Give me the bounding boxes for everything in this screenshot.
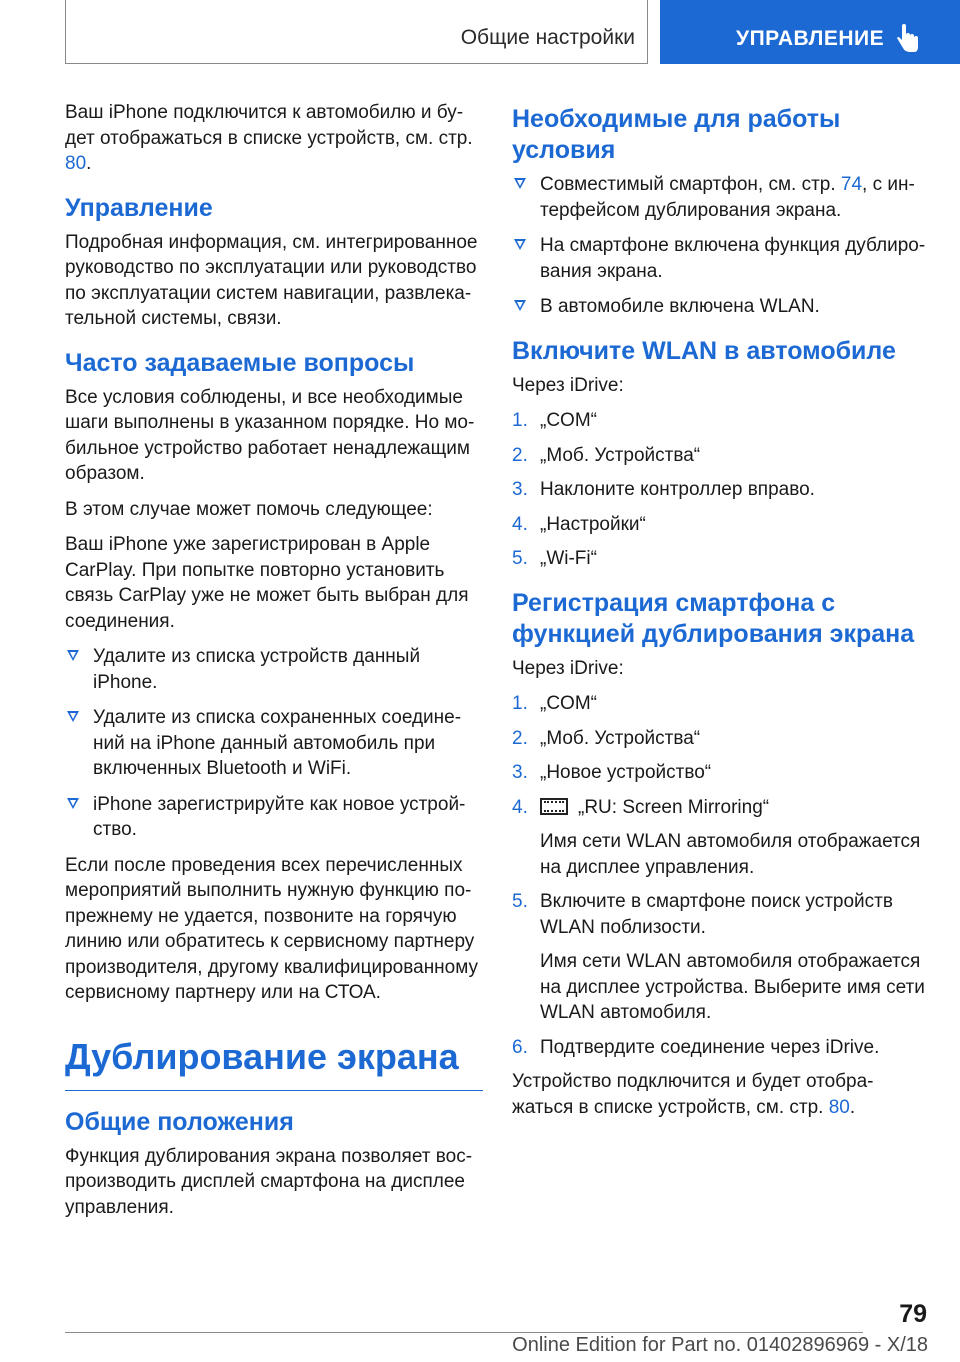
faq-bullet-list <box>65 644 483 843</box>
mirror-heading: Дублирование экрана <box>65 1034 483 1091</box>
step-number: 3. <box>512 479 528 500</box>
right-column <box>512 100 930 1130</box>
footer-edition: Online Edition for Part no. 01402896969 - X/18 <box>512 1334 928 1356</box>
step-number: 3. <box>512 762 528 783</box>
list-item: Удалите из списка сохраненных соедине-ний на iPhone данный автомобиль при включенных Bluetooth и WiFi. <box>65 705 483 782</box>
step-number: 4. <box>512 513 528 535</box>
list-item: В автомобиле включена WLAN. <box>512 294 930 320</box>
list-item: 2. „Моб. Устройства“ <box>512 443 930 469</box>
intro-paragraph: Ваш iPhone подключится к автомобилю и бу-дет отображаться в списке устройств, см. стр. 80. <box>65 102 473 174</box>
step-note: Имя сети WLAN автомобиля отображается на дисплее управления. <box>540 831 921 878</box>
control-paragraph: Подробная информация, см. интегрированное руководство по эксплуатации или руководство по эксплуатации систем навигации, развлека-тельной системы, связи. <box>65 231 478 329</box>
step-number: 2. <box>512 444 528 466</box>
registration-intro: Через iDrive: <box>512 657 624 679</box>
step-number: 5. <box>512 548 528 569</box>
list-item: 1. „COM“ <box>512 691 930 717</box>
list-item: 4. „RU: Screen Mirroring“ Имя сети WLAN автомобиля отображается на дисплее управления. <box>512 795 930 881</box>
step-number: 1. <box>512 693 528 714</box>
list-item: 5. Включите в смартфоне поиск устройств WLAN поблизости. Имя сети WLAN автомобиля отображается на дисплее устройства. Выберите имя сети WLAN автомобиля. <box>512 889 930 1026</box>
page-link[interactable]: 80 <box>65 153 87 174</box>
step-number: 2. <box>512 727 528 749</box>
step-number: 4. <box>512 796 528 818</box>
registration-steps-list <box>512 691 930 1060</box>
general-paragraph: Функция дублирования экрана позволяет вос-производить дисплей смартфона на дисплее управления. <box>65 1145 473 1218</box>
requirements-bullet-list <box>512 172 930 320</box>
triangle-bullet-icon <box>514 300 526 311</box>
list-item: iPhone зарегистрируйте как новое устрой-ство. <box>65 792 483 843</box>
control-heading: Управление <box>65 193 213 222</box>
triangle-bullet-icon <box>67 798 79 809</box>
list-item: 1. „COM“ <box>512 408 930 434</box>
page-link[interactable]: 80 <box>828 1096 850 1118</box>
triangle-bullet-icon <box>67 650 79 661</box>
list-item: 5. „Wi-Fi“ <box>512 546 930 572</box>
left-column <box>65 100 483 1230</box>
page-link[interactable]: 74 <box>840 174 863 195</box>
registration-heading: Регистрация смартфона с функцией дублирования экрана <box>512 588 915 648</box>
faq-heading: Часто задаваемые вопросы <box>65 348 415 377</box>
header-chapter-title: УПРАВЛЕНИЕ <box>736 27 885 50</box>
triangle-bullet-icon <box>514 178 526 189</box>
step-note: Имя сети WLAN автомобиля отображается на дисплее устройства. Выберите имя сети WLAN автомобиля. <box>540 951 925 1023</box>
faq-paragraph-2: В этом случае может помочь следующее: <box>65 498 433 520</box>
hand-pointer-icon <box>896 24 920 54</box>
faq-paragraph-3: Ваш iPhone уже зарегистрирован в Apple CarPlay. При попытке повторно установить связь CarPlay уже не может быть выбран для соединения. <box>65 534 469 632</box>
triangle-bullet-icon <box>514 239 526 250</box>
step-number: 1. <box>512 410 528 431</box>
footer-divider <box>65 1332 863 1333</box>
screen-mirroring-icon <box>540 798 568 815</box>
header-section-title: Общие настройки <box>460 26 635 49</box>
step-number: 6. <box>512 1036 528 1058</box>
wlan-intro: Через iDrive: <box>512 374 624 396</box>
list-item: 4. „Настройки“ <box>512 512 930 538</box>
step-number: 5. <box>512 891 528 912</box>
list-item: 6. Подтвердите соединение через iDrive. <box>512 1035 930 1061</box>
general-heading: Общие положения <box>65 1107 294 1136</box>
wlan-steps-list <box>512 408 930 572</box>
page-number: 79 <box>899 1300 927 1328</box>
faq-paragraph-1: Все условия соблюдены, и все необходимые шаги выполнены в указанном порядке. Но мо-бильное устройство работает ненадлежащим образом. <box>65 386 475 484</box>
list-item: Совместимый смартфон, см. стр. 74, с ин-терфейсом дублирования экрана. <box>512 172 930 223</box>
header-chapter-tab <box>660 0 960 64</box>
list-item: На смартфоне включена функция дублиро-вания экрана. <box>512 233 930 284</box>
list-item: 3. „Новое устройство“ <box>512 760 930 786</box>
requirements-heading: Необходимые для работы условия <box>512 105 841 164</box>
header-section-tab <box>65 0 648 64</box>
triangle-bullet-icon <box>67 711 79 722</box>
list-item: 2. „Моб. Устройства“ <box>512 726 930 752</box>
wlan-heading: Включите WLAN в автомобиле <box>512 336 896 365</box>
list-item: Удалите из списка устройств данный iPhone. <box>65 644 483 695</box>
list-item: 3. Наклоните контроллер вправо. <box>512 477 930 503</box>
outro-paragraph: Устройство подключится и будет отобра-жаться в списке устройств, см. стр. 80. <box>512 1071 874 1118</box>
faq-paragraph-4: Если после проведения всех перечисленных мероприятий выполнить нужную функцию по-прежнему не удается, позвоните на горячую линию или обратитесь к сервисному партнеру производителя, другому квалифицированному сервисному партнеру или на СТОА. <box>65 854 479 1003</box>
